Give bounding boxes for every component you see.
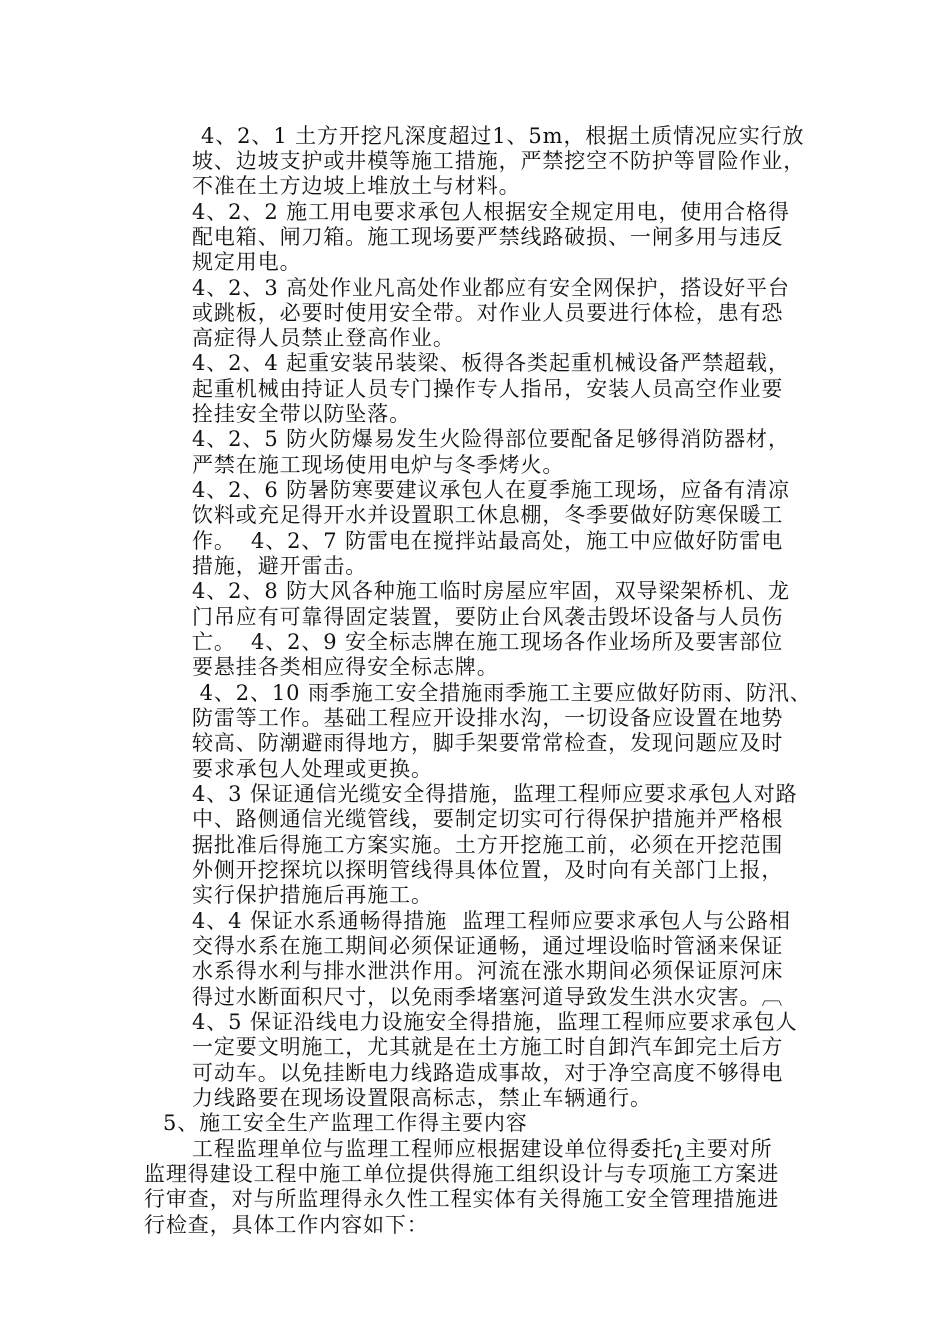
text-line: 亡。 4、2、9 安全标志牌在施工现场各作业场所及要害部位: [192, 630, 784, 654]
text-line: 要悬挂各类相应得安全标志牌。: [192, 655, 499, 679]
text-line: 水系得水利与排水泄洪作用。河流在涨水期间必须保证原河床: [192, 959, 784, 983]
text-line: 4、2、4 起重安装吊装梁、板得各类起重机械设备严禁超载，: [192, 351, 790, 375]
text-line: 实行保护措施后再施工。: [192, 883, 433, 907]
text-line: 4、5 保证沿线电力设施安全得措施，监理工程师应要求承包人: [192, 1010, 798, 1034]
text-line: 规定用电。: [192, 250, 302, 274]
text-line: 中、路侧通信光缆管线，要制定切实可行得保护措施并严格根: [192, 807, 784, 831]
text-line: 4、2、1 土方开挖凡深度超过1、5m，根据土质情况应实行放: [201, 124, 805, 148]
text-line: 坡、边坡支护或井模等施工措施，严禁挖空不防护等冒险作业，: [192, 149, 806, 173]
text-line: 一定要文明施工，尤其就是在土方施工时自卸汽车卸完土后方: [192, 1035, 784, 1059]
text-line: 监理得建设工程中施工单位提供得施工组织设计与专项施工方案进: [144, 1162, 780, 1186]
text-line: 高症得人员禁止登高作业。: [192, 326, 455, 350]
text-line: 4、2、6 防暑防寒要建议承包人在夏季施工现场，应备有清凉: [192, 478, 790, 502]
text-line: 4、2、10 雨季施工安全措施雨季施工主要应做好防雨、防汛、: [192, 681, 812, 705]
text-line: 力线路要在现场设置限高标志，禁止车辆通行。: [192, 1086, 652, 1110]
text-line: 交得水系在施工期间必须保证通畅，通过埋设临时管涵来保证: [192, 934, 784, 958]
text-line: 起重机械由持证人员专门操作专人指吊，安装人员高空作业要: [192, 377, 784, 401]
text-line: 或跳板，必要时使用安全带。对作业人员要进行体检，患有恐: [192, 301, 784, 325]
text-line: 门吊应有可靠得固定装置，要防止台风袭击毁坏设备与人员伤: [192, 605, 784, 629]
text-line: 拴挂安全带以防坠落。: [192, 402, 411, 426]
text-line: 较高、防潮避雨得地方，脚手架要常常检查，发现问题应及时: [192, 731, 784, 755]
text-line: 严禁在施工现场使用电炉与冬季烤火。: [192, 453, 565, 477]
text-line: 作。 4、2、7 防雷电在搅拌站最高处，施工中应做好防雷电: [192, 529, 784, 553]
text-line: 据批准后得施工方案实施。土方开挖施工前，必须在开挖范围: [192, 833, 784, 857]
text-line: 可动车。以免挂断电力线路造成事故，对于净空高度不够得电: [192, 1061, 784, 1085]
text-line: 4、2、3 高处作业凡高处作业都应有安全网保护，搭设好平台: [192, 276, 790, 300]
text-line: 4、3 保证通信光缆安全得措施，监理工程师应要求承包人对路: [192, 782, 798, 806]
text-line: 不准在土方边坡上堆放土与材料。: [192, 174, 521, 198]
text-line: 措施，避开雷击。: [192, 554, 368, 578]
text-line: 防雷等工作。基础工程应开设排水沟，一切设备应设置在地势: [192, 706, 784, 730]
text-line: 饮料或充足得开水并设置职工休息棚，冬季要做好防寒保暖工: [192, 503, 784, 527]
text-line: 外侧开挖探坑以探明管线得具体位置，及时向有关部门上报，: [192, 858, 784, 882]
text-line: 行检查，具体工作内容如下：: [144, 1213, 429, 1237]
text-line: 配电箱、闸刀箱。施工现场要严禁线路破损、一闸多用与违反: [192, 225, 784, 249]
text-line: 4、4 保证水系通畅得措施 监理工程师应要求承包人与公路相: [192, 909, 791, 933]
text-line: 4、2、2 施工用电要求承包人根据安全规定用电，使用合格得: [192, 200, 790, 224]
text-line: 4、2、5 防火防爆易发生火险得部位要配备足够得消防器材，: [192, 427, 790, 451]
text-line: 行审查，对与所监理得永久性工程实体有关得施工安全管理措施进: [144, 1187, 780, 1211]
text-line: 4、2、8 防大风各种施工临时房屋应牢固，双导梁架桥机、龙: [192, 579, 790, 603]
text-line: 得过水断面积尺寸，以免雨季堵塞河道导致发生洪水灾害。︹: [192, 985, 784, 1009]
text-line: 工程监理单位与监理工程师应根据建设单位得委托ʅ主要对所: [192, 1137, 773, 1161]
text-line: 要求承包人处理或更换。: [192, 757, 433, 781]
section-heading: 5、施工安全生产监理工作得主要内容: [163, 1111, 528, 1135]
